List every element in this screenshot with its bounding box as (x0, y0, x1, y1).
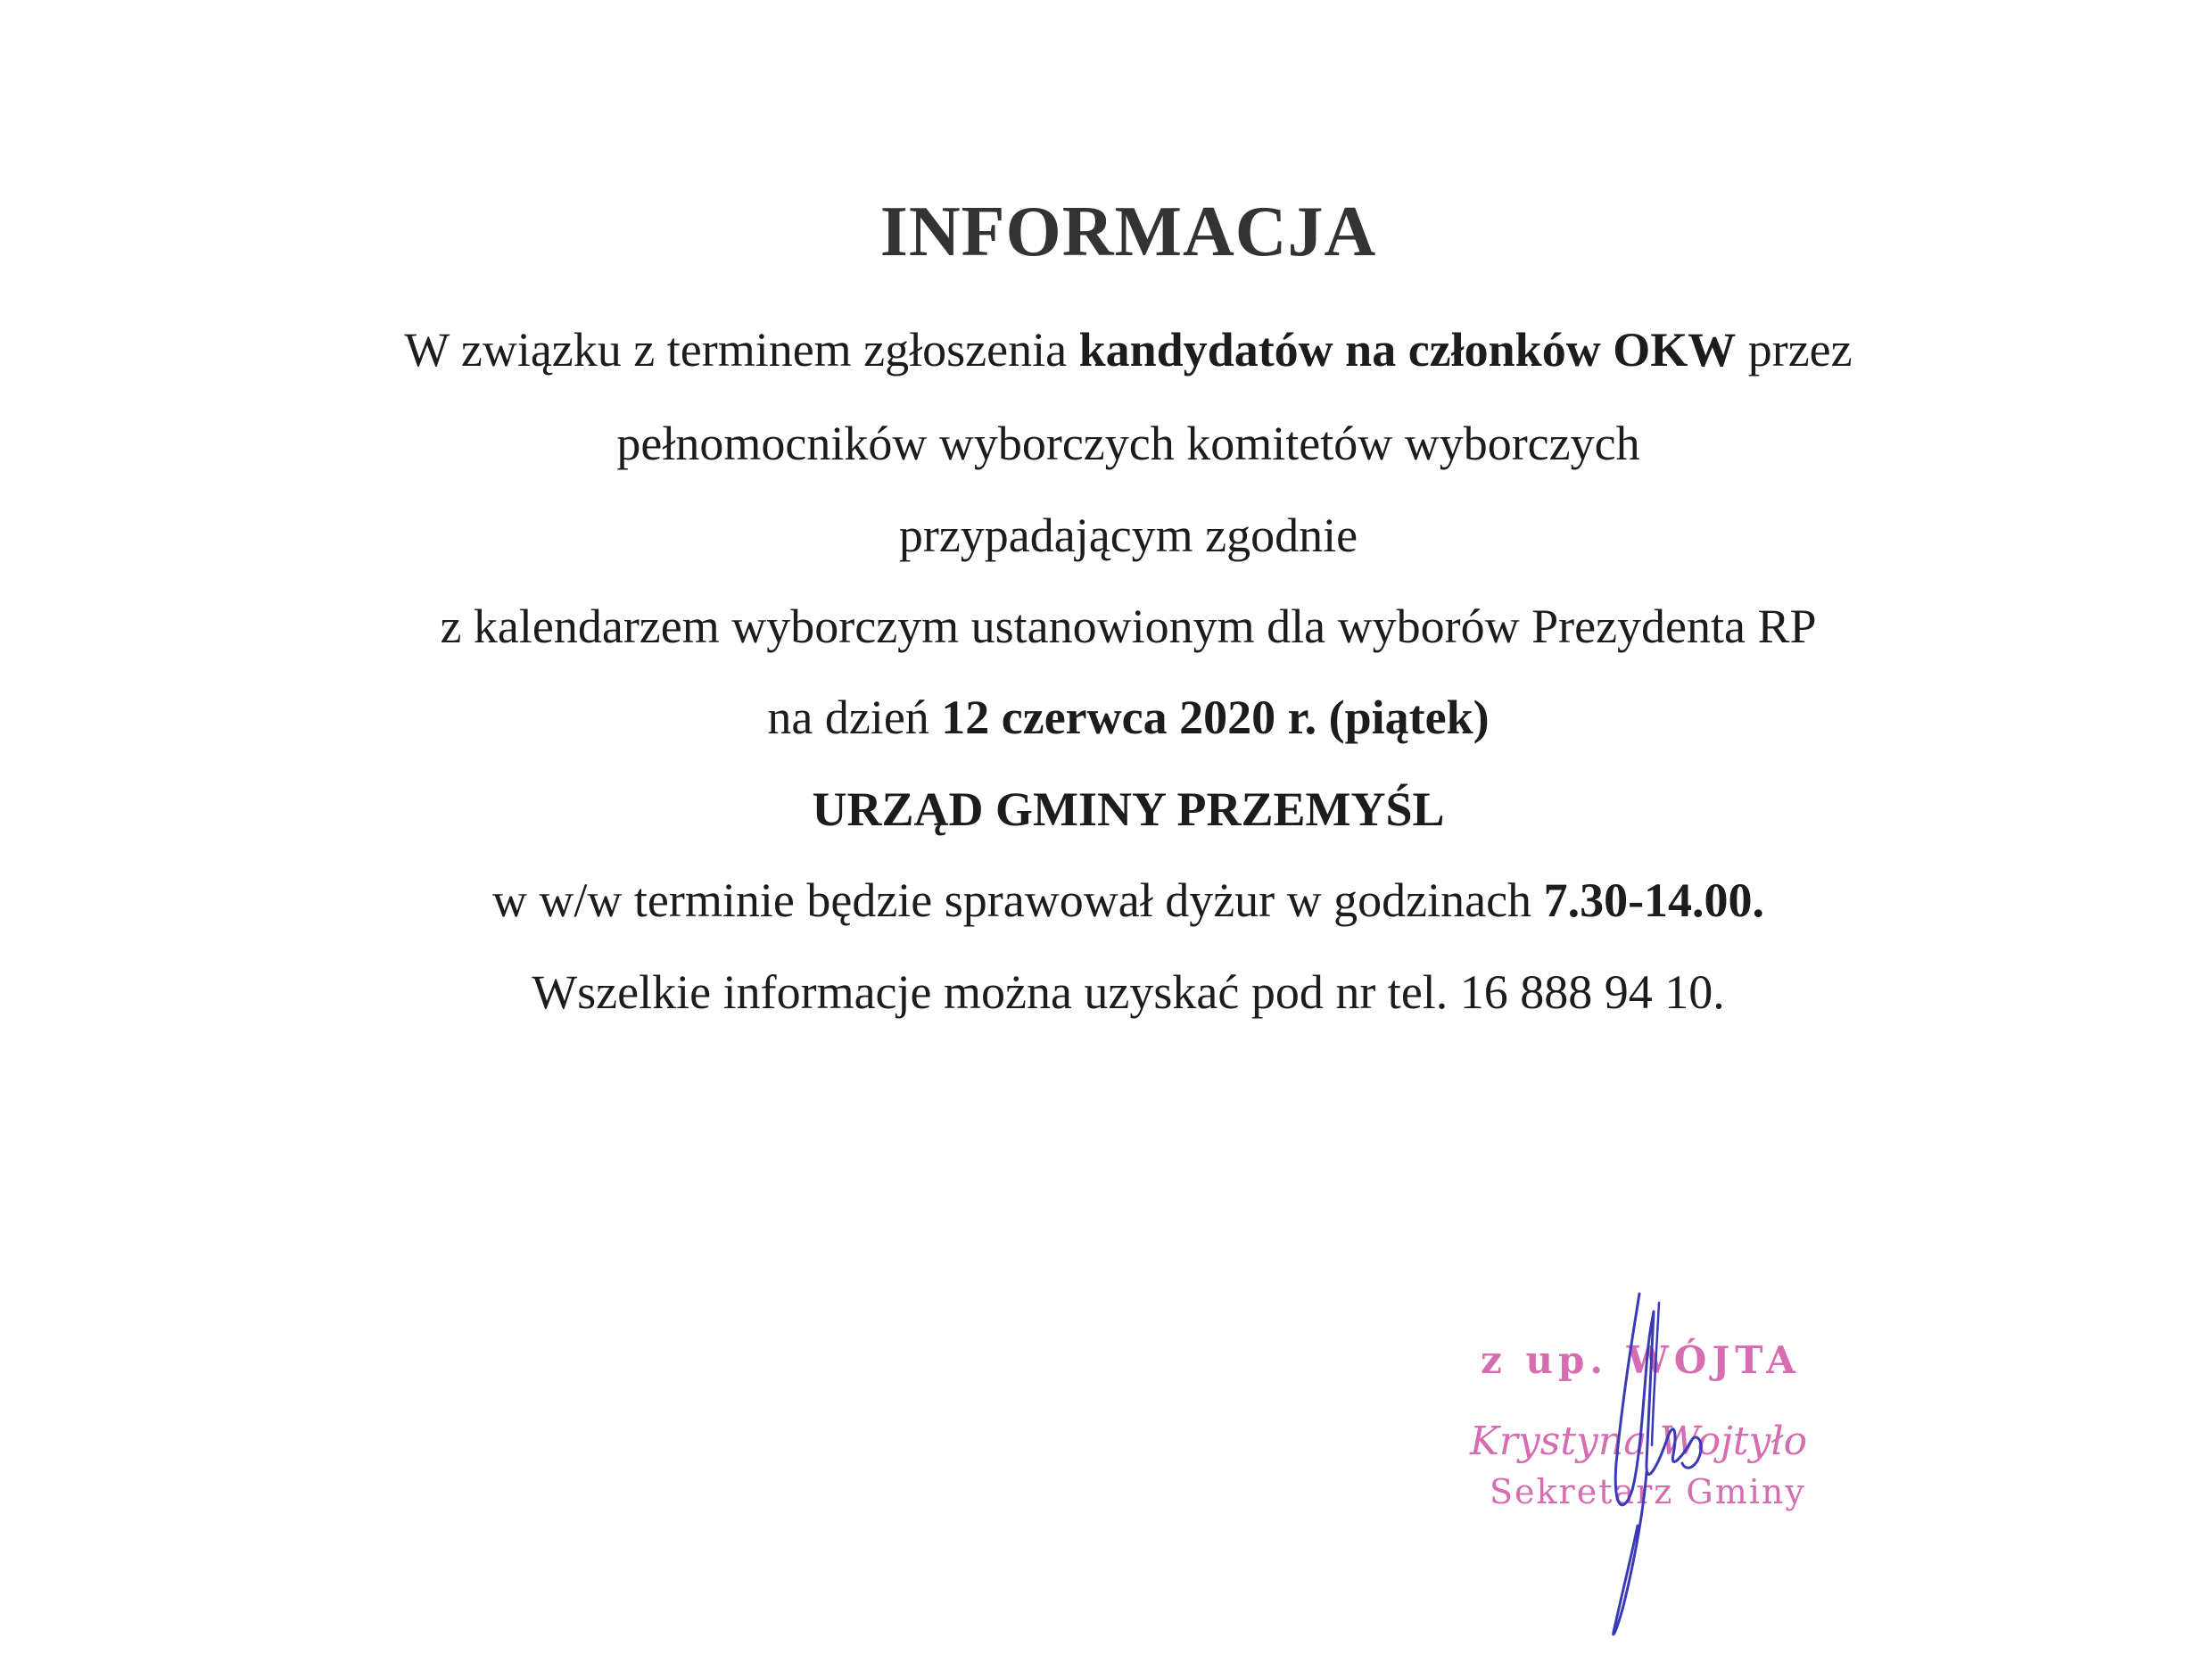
body-line-6-office: URZĄD GMINY PRZEMYŚL (812, 782, 1445, 836)
body-line-5-date: na dzień 12 czerwca 2020 r. (piątek) (767, 691, 1490, 744)
handwritten-signature (1534, 1285, 1766, 1651)
body-line-2: pełnomocników wyborczych komitetów wyborczych (616, 417, 1640, 470)
body-line-1: W związku z terminem zgłoszenia kandydatów na członków OKW przez (404, 323, 1853, 377)
body-line-7-hours: w w/w terminie będzie sprawował dyżur w godzinach 7.30-14.00. (491, 873, 1765, 927)
body-line-8-phone: Wszelkie informacje można uzyskać pod nr tel. 16 888 94 10. (532, 965, 1725, 1019)
stamp-role: Sekretarz Gminy (1490, 1472, 1806, 1511)
stamp-authority: z up. WÓJTA (1481, 1338, 1801, 1382)
stamp-name: Krystyna Wojtyło (1470, 1419, 1808, 1464)
body-line-3: przypadającym zgodnie (898, 509, 1358, 562)
document-title: INFORMACJA (879, 193, 1377, 271)
body-line-4: z kalendarzem wyborczym ustanowionym dla wyborów Prezydenta RP (440, 600, 1817, 653)
